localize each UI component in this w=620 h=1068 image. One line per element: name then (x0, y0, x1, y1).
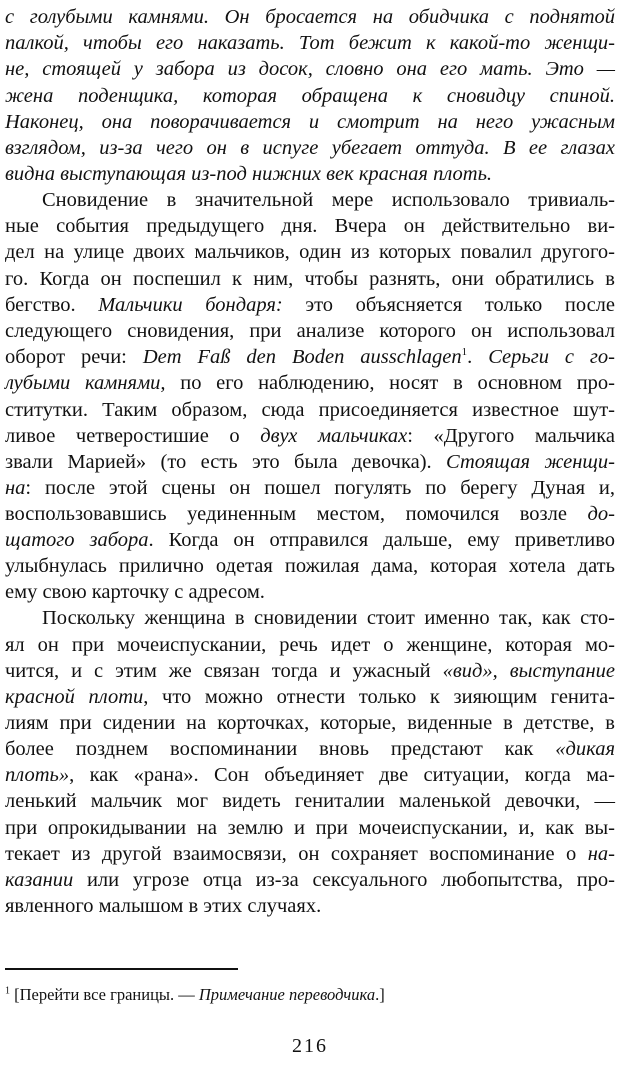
text-line (5, 135, 615, 161)
text-segment: текает из другой взаимосвязи, он сохраняет воспоминание о (5, 843, 588, 865)
text-segment: оборот речи: (5, 346, 143, 368)
text-segment: более позднем воспоминании вновь предстают как (5, 738, 556, 760)
text-segment: улыбнулась прилично одетая пожилая дама, которая хотела дать (5, 555, 615, 577)
text-segment: или угрозе отца из-за сексуального любопытства, про- (73, 869, 615, 891)
text-segment: ему свою карточку с адресом. (5, 581, 265, 603)
footnote (5, 984, 565, 1006)
footnote-text-italic: Примечание переводчика (198, 985, 376, 1004)
text-segment: : «Другого мальчика (407, 425, 615, 447)
text-line (5, 161, 615, 187)
text-segment: красной плоти (5, 686, 144, 708)
text-line (42, 605, 615, 631)
text-segment: щатого забора (5, 529, 149, 551)
text-segment: чится, и с этим же связан тогда и ужасный (5, 660, 443, 682)
text-segment: ливое четверостишие о (5, 425, 261, 447)
text-segment: бегство. (5, 294, 99, 316)
text-line (5, 318, 615, 344)
text-segment: ные события предыдущего дня. Вчера он действительно ви- (5, 215, 615, 237)
text-segment: Поскольку женщина в сновидении стоит именно так, как сто- (42, 607, 615, 629)
text-segment: явленного малышом в этих случаях. (5, 895, 322, 917)
text-segment: не, стоящей у забора из досок, словно она его мать. Это — (5, 58, 615, 80)
footnote-separator (5, 968, 238, 970)
text-line (5, 815, 615, 841)
text-segment: казании (5, 869, 74, 891)
text-segment: на (5, 477, 26, 499)
text-segment: двух мальчиках (260, 425, 408, 447)
text-line (5, 710, 615, 736)
text-segment: ленький мальчик мог видеть гениталии маленькой девочки, — (5, 790, 615, 812)
footnote-text-end: .] (375, 985, 385, 1004)
text-line (5, 475, 615, 501)
text-line (5, 292, 615, 318)
text-segment: Стоящая женщи- (446, 451, 615, 473)
text-line (5, 736, 615, 762)
text-segment: плоть» (5, 764, 70, 786)
text-segment: ял он при мочеиспускании, речь идет о женщине, которая мо- (5, 634, 615, 656)
text-line (5, 553, 615, 579)
text-segment: до- (587, 503, 615, 525)
text-segment: Наконец, она поворачивается и смотрит на него ужасным (5, 111, 615, 133)
text-segment: взглядом, из-за чего он в испуге убегает оттуда. В ее глазах (5, 137, 615, 159)
text-segment: это объясняется только после (282, 294, 616, 316)
text-segment: го. Когда он поспешил к ним, чтобы разнять, они обратились в (5, 268, 615, 290)
text-line (5, 4, 615, 30)
text-segment: на- (587, 843, 615, 865)
text-segment: ститутки. Таким образом, сюда присоединяется известное шут- (5, 399, 615, 421)
footnote-reference: 1 (461, 346, 468, 359)
text-line (5, 370, 615, 396)
footnote-text: [Перейти все границы. — (10, 985, 199, 1004)
text-line (5, 658, 615, 684)
text-segment: палкой, чтобы его наказать. Тот бежит к какой-то женщи- (5, 32, 615, 54)
text-line (5, 867, 615, 893)
text-segment: лубыми камнями, (5, 372, 166, 394)
text-segment: Серьги с го- (488, 346, 615, 368)
text-line (5, 266, 615, 292)
text-segment: : после этой сцены он пошел погулять по берегу Дуная и, (25, 477, 615, 499)
text-line (5, 423, 615, 449)
text-segment: звали Марией» (то есть это была девочка). (5, 451, 446, 473)
text-segment: «вид», выступание (442, 660, 615, 682)
text-line (5, 788, 615, 814)
text-line (5, 684, 615, 710)
text-line (5, 449, 615, 475)
text-segment: лиям при сидении на корточках, которые, виденные в детстве, в (5, 712, 615, 734)
text-segment: с голубыми камнями. Он бросается на обидчика с поднятой (5, 6, 615, 28)
text-segment: Dem Faß den Boden ausschlagen (142, 346, 462, 368)
text-segment: Сновидение в значительной мере использовало тривиаль- (42, 189, 615, 211)
text-line (5, 579, 615, 605)
text-segment: жена поденщика, которая обращена к сновидцу спиной. (5, 85, 615, 107)
text-line (5, 397, 615, 423)
text-line (5, 83, 615, 109)
footnote-mark: 1 (5, 985, 10, 997)
page-number: 216 (292, 1035, 328, 1057)
text-line (5, 30, 615, 56)
text-line (5, 527, 615, 553)
text-segment: . (467, 346, 489, 368)
text-line (5, 213, 615, 239)
text-line (5, 56, 615, 82)
text-segment: , как «рана». Сон объединяет две ситуации, когда ма- (69, 764, 615, 786)
text-line (42, 187, 615, 213)
text-line (5, 501, 615, 527)
text-segment: воспользовавшись уединенным местом, помочился возле (5, 503, 588, 525)
text-segment: видна выступающая из-под нижних век красная плоть. (5, 163, 493, 185)
text-segment: по его наблюдению, носят в основном про- (165, 372, 615, 394)
text-segment: . Когда он отправился дальше, ему приветливо (148, 529, 615, 551)
text-segment: Мальчики бондаря: (98, 294, 283, 316)
text-line (5, 841, 615, 867)
text-segment: дел на улице двоих мальчиков, один из которых повалил другого- (5, 241, 615, 263)
text-segment: «дикая (555, 738, 615, 760)
text-line (5, 239, 615, 265)
text-line (5, 762, 615, 788)
text-line (5, 893, 615, 919)
text-line (5, 109, 615, 135)
text-segment: следующего сновидения, при анализе которого он использовал (5, 320, 615, 342)
text-line (5, 632, 615, 658)
text-segment: при опрокидывании на землю и при мочеиспускании, и, как вы- (5, 817, 615, 839)
text-segment: , что можно отнести только к зияющим генита- (143, 686, 615, 708)
text-line (5, 344, 615, 370)
